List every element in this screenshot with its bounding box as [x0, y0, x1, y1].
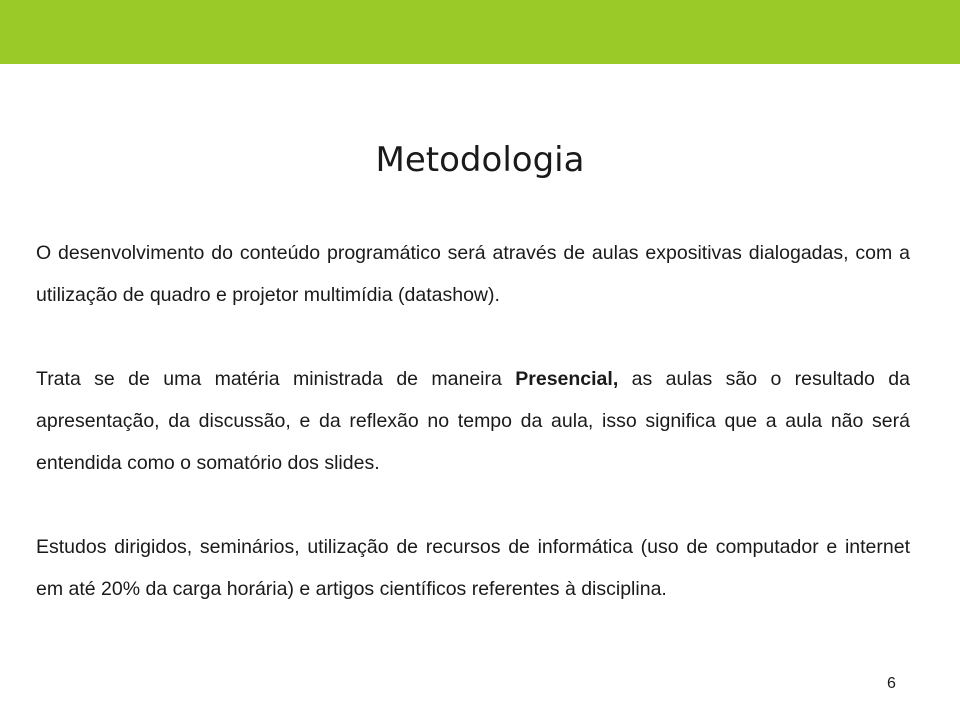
slide-body [36, 232, 910, 610]
slide-title: Metodologia [375, 140, 585, 180]
paragraph-presencial [36, 358, 910, 484]
paragraph-methodology: O desenvolvimento do conteúdo programático será através de aulas expositivas dialogadas, com a utilização de quadro e projetor multimídia (datashow). [36, 242, 910, 306]
paragraph-studies: Estudos dirigidos, seminários, utilização de recursos de informática (uso de computador e internet em até 20% da carga horária) e artigos científicos referentes à disciplina. [36, 536, 910, 600]
accent-top-bar [0, 0, 960, 64]
page-number: 6 [887, 675, 896, 692]
paragraph-presencial-start: Trata se de uma matéria ministrada de maneira [36, 368, 516, 390]
paragraph-presencial-end: as aulas são o resultado da apresentação, da discussão, e da reflexão no tempo da aula, isso significa que a aula não será entendida como o somatório dos slides. [36, 368, 910, 474]
presencial-emphasis: Presencial, [515, 368, 619, 390]
